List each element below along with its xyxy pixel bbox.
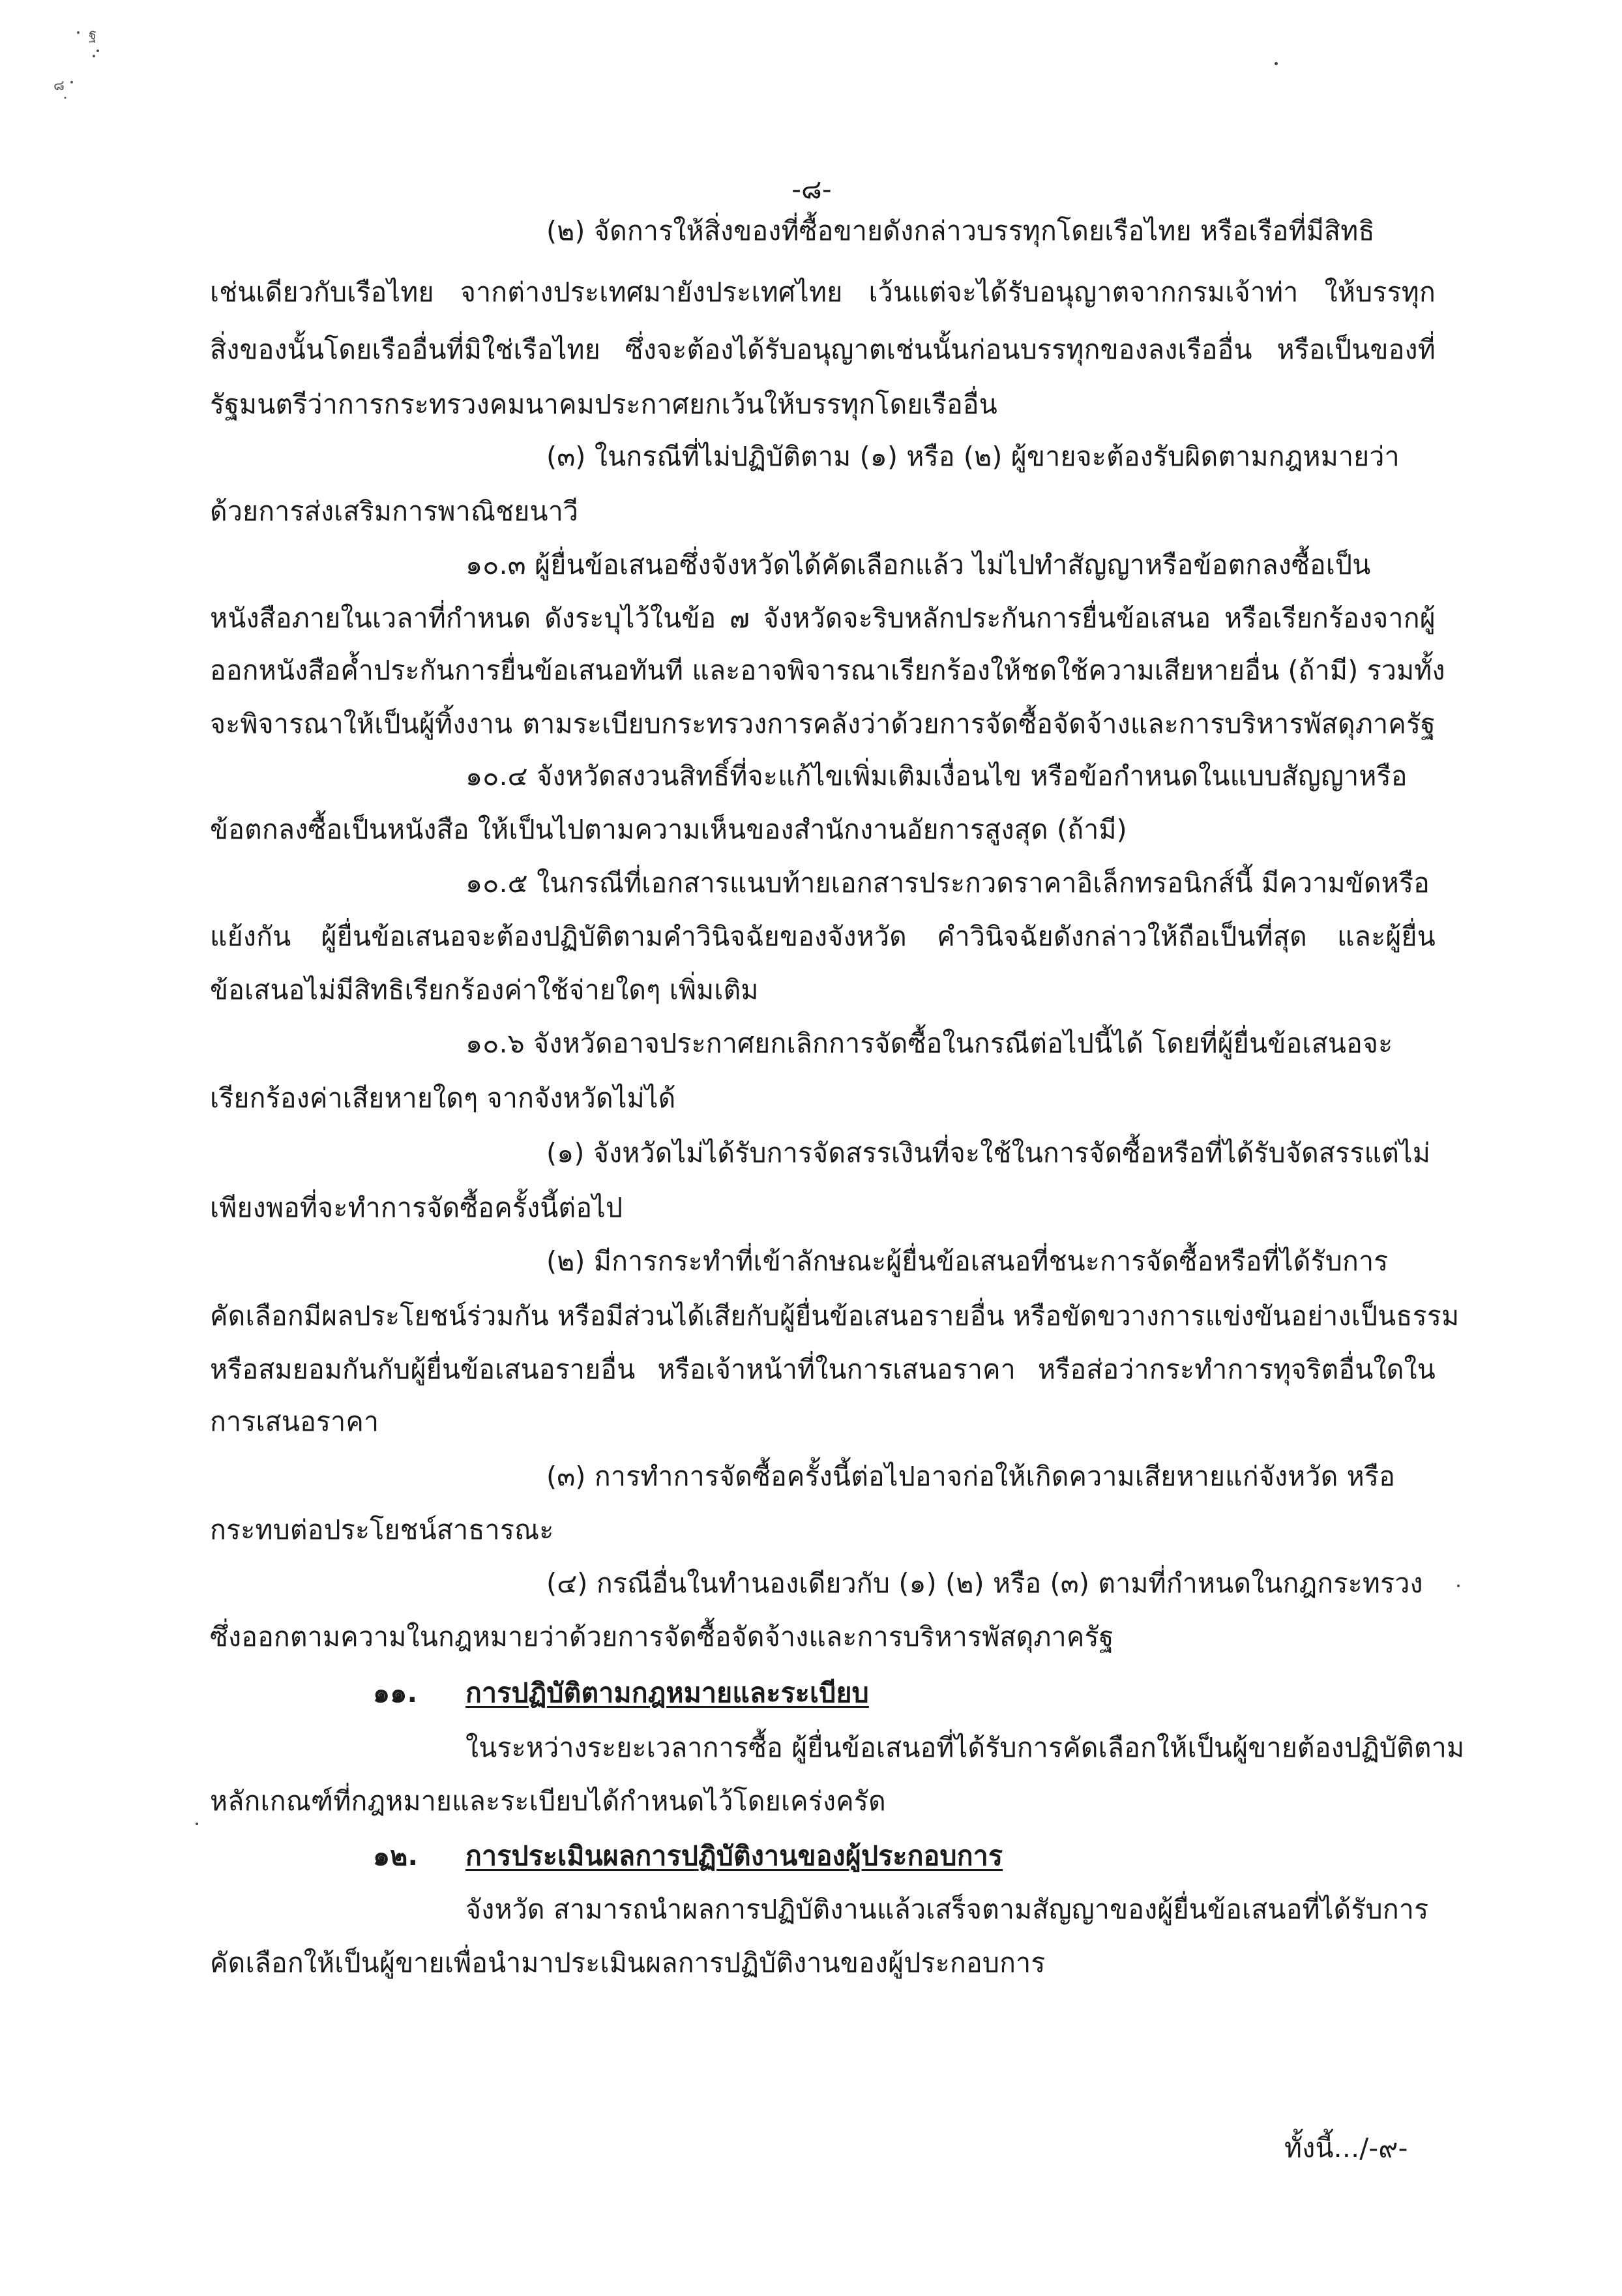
svg-text:๘: ๘	[53, 78, 65, 94]
paragraph-line: ๑๐.๕ ในกรณีที่เอกสารแนบท้ายเอกสารประกวดราคาอิเล็กทรอนิกส์นี้ มีความขัดหรือ	[465, 867, 1430, 899]
paragraph-line: จังหวัด สามารถนำผลการปฏิบัติงานแล้วเสร็จตามสัญญาของผู้ยื่นข้อเสนอที่ได้รับการ	[465, 1894, 1429, 1925]
paragraph-line: (๑) จังหวัดไม่ได้รับการจัดสรรเงินที่จะใช้ในการจัดซื้อหรือที่ได้รับจัดสรรแต่ไม่	[546, 1137, 1431, 1169]
paragraph-line: ด้วยการส่งเสริมการพาณิชยนาวี	[210, 496, 579, 527]
section-number: ๑๒.	[373, 1840, 419, 1871]
section-heading: การประเมินผลการปฏิบัติงานของผู้ประกอบการ	[465, 1840, 1003, 1871]
paragraph-line: รัฐมนตรีว่าการกระทรวงคมนาคมประกาศยกเว้นให้บรรทุกโดยเรืออื่น	[210, 389, 997, 420]
paragraph-line: ๑๐.๖ จังหวัดอาจประกาศยกเลิกการจัดซื้อในกรณีต่อไปนี้ได้ โดยที่ผู้ยื่นข้อเสนอจะ	[465, 1028, 1393, 1059]
paragraph-line: (๓) การทำการจัดซื้อครั้งนี้ต่อไปอาจก่อให้เกิดความเสียหายแก่จังหวัด หรือ	[546, 1461, 1396, 1492]
paragraph-line: สิ่งของนั้นโดยเรืออื่นที่มิใช่เรือไทย ซึ่งจะต้องได้รับอนุญาตเช่นนั้นก่อนบรรทุกของลงเรืออื่น หรือเป็นของที่	[210, 334, 1436, 365]
paragraph-line: ข้อตกลงซื้อเป็นหนังสือ ให้เป็นไปตามความเห็นของสำนักงานอัยการสูงสุด (ถ้ามี)	[210, 814, 1127, 845]
paragraph-line: คัดเลือกให้เป็นผู้ขายเพื่อนำมาประเมินผลการปฏิบัติงานของผู้ประกอบการ	[210, 1947, 1046, 1978]
paragraph-line: หนังสือภายในเวลาที่กำหนด ดังระบุไว้ในข้อ ๗ จังหวัดจะริบหลักประกันการยื่นข้อเสนอ หรือเรียกร้องจากผู้	[210, 603, 1436, 634]
paragraph-line: แย้งกัน ผู้ยื่นข้อเสนอจะต้องปฏิบัติตามคำวินิจฉัยของจังหวัด คำวินิจฉัยดังกล่าวให้ถือเป็นที่สุด และผู้ยื่น	[210, 921, 1436, 952]
paragraph-line: (๒) มีการกระทำที่เข้าลักษณะผู้ยื่นข้อเสนอที่ชนะการจัดซื้อหรือที่ได้รับการ	[546, 1245, 1389, 1277]
paragraph-line: ๑๐.๔ จังหวัดสงวนสิทธิ์ที่จะแก้ไขเพิ่มเติมเงื่อนไข หรือข้อกำหนดในแบบสัญญาหรือ	[465, 760, 1408, 792]
paragraph-line: (๓) ในกรณีที่ไม่ปฏิบัติตาม (๑) หรือ (๒) ผู้ขายจะต้องรับผิดตามกฎหมายว่า	[546, 441, 1400, 472]
paragraph-line: เรียกร้องค่าเสียหายใดๆ จากจังหวัดไม่ได้	[210, 1082, 676, 1114]
paragraph-line: คัดเลือกมีผลประโยชน์ร่วมกัน หรือมีส่วนได้เสียกับผู้ยื่นข้อเสนอรายอื่น หรือขัดขวางการแข่งขันอย่างเป็นธรรม	[210, 1300, 1460, 1332]
paragraph-line: จะพิจารณาให้เป็นผู้ทิ้งงาน ตามระเบียบกระทรวงการคลังว่าด้วยการจัดซื้อจัดจ้างและการบริหารพัสดุภาครัฐ	[210, 708, 1436, 739]
scan-speck	[1275, 62, 1278, 65]
paragraph-line: ออกหนังสือค้ำประกันการยื่นข้อเสนอทันที และอาจพิจารณาเรียกร้องให้ชดใช้ความเสียหายอื่น (ถ้ามี) รวมทั้ง	[210, 655, 1445, 686]
paragraph-line: ในระหว่างระยะเวลาการซื้อ ผู้ยื่นข้อเสนอที่ได้รับการคัดเลือกให้เป็นผู้ขายต้องปฏิบัติตาม	[465, 1732, 1465, 1763]
paragraph-line: ข้อเสนอไม่มีสิทธิเรียกร้องค่าใช้จ่ายใดๆ เพิ่มเติม	[210, 974, 759, 1006]
paragraph-line: เช่นเดียวกับเรือไทย จากต่างประเทศมายังประเทศไทย เว้นแต่จะได้รับอนุญาตจากกรมเจ้าท่า ให้บรรทุก	[210, 276, 1436, 308]
scan-speck	[1457, 1585, 1460, 1587]
paragraph-line: ๑๐.๓ ผู้ยื่นข้อเสนอซึ่งจังหวัดได้คัดเลือกแล้ว ไม่ไปทำสัญญาหรือข้อตกลงซื้อเป็น	[465, 549, 1371, 580]
page-number: -๘-	[791, 173, 832, 205]
paragraph-line: (๔) กรณีอื่นในทำนองเดียวกับ (๑) (๒) หรือ (๓) ตามที่กำหนดในกฎกระทรวง	[546, 1568, 1423, 1599]
scan-speck	[196, 1823, 198, 1825]
section-number: ๑๑.	[373, 1677, 418, 1708]
scan-smudge-icon	[39, 20, 117, 104]
svg-text:ฐ: ฐ	[89, 27, 97, 43]
paragraph-line: กระทบต่อประโยชน์สาธารณะ	[210, 1514, 554, 1545]
section-heading: การปฏิบัติตามกฎหมายและระเบียบ	[465, 1677, 869, 1708]
continuation-marker: ทั้งนี้.../-๙-	[1284, 2132, 1408, 2164]
paragraph-line: หรือสมยอมกันกับผู้ยื่นข้อเสนอรายอื่น หรือเจ้าหน้าที่ในการเสนอราคา หรือส่อว่ากระทำการทุจริตอื่นใดใน	[210, 1354, 1436, 1385]
paragraph-line: ซึ่งออกตามความในกฎหมายว่าด้วยการจัดซื้อจัดจ้างและการบริหารพัสดุภาครัฐ	[210, 1621, 1114, 1652]
paragraph-line: การเสนอราคา	[210, 1406, 379, 1437]
paragraph-line: เพียงพอที่จะทำการจัดซื้อครั้งนี้ต่อไป	[210, 1192, 623, 1223]
paragraph-line: (๒) จัดการให้สิ่งของที่ซื้อขายดังกล่าวบรรทุกโดยเรือไทย หรือเรือที่มีสิทธิ	[546, 215, 1375, 246]
paragraph-line: หลักเกณฑ์ที่กฎหมายและระเบียบได้กำหนดไว้โดยเคร่งครัด	[210, 1785, 886, 1817]
